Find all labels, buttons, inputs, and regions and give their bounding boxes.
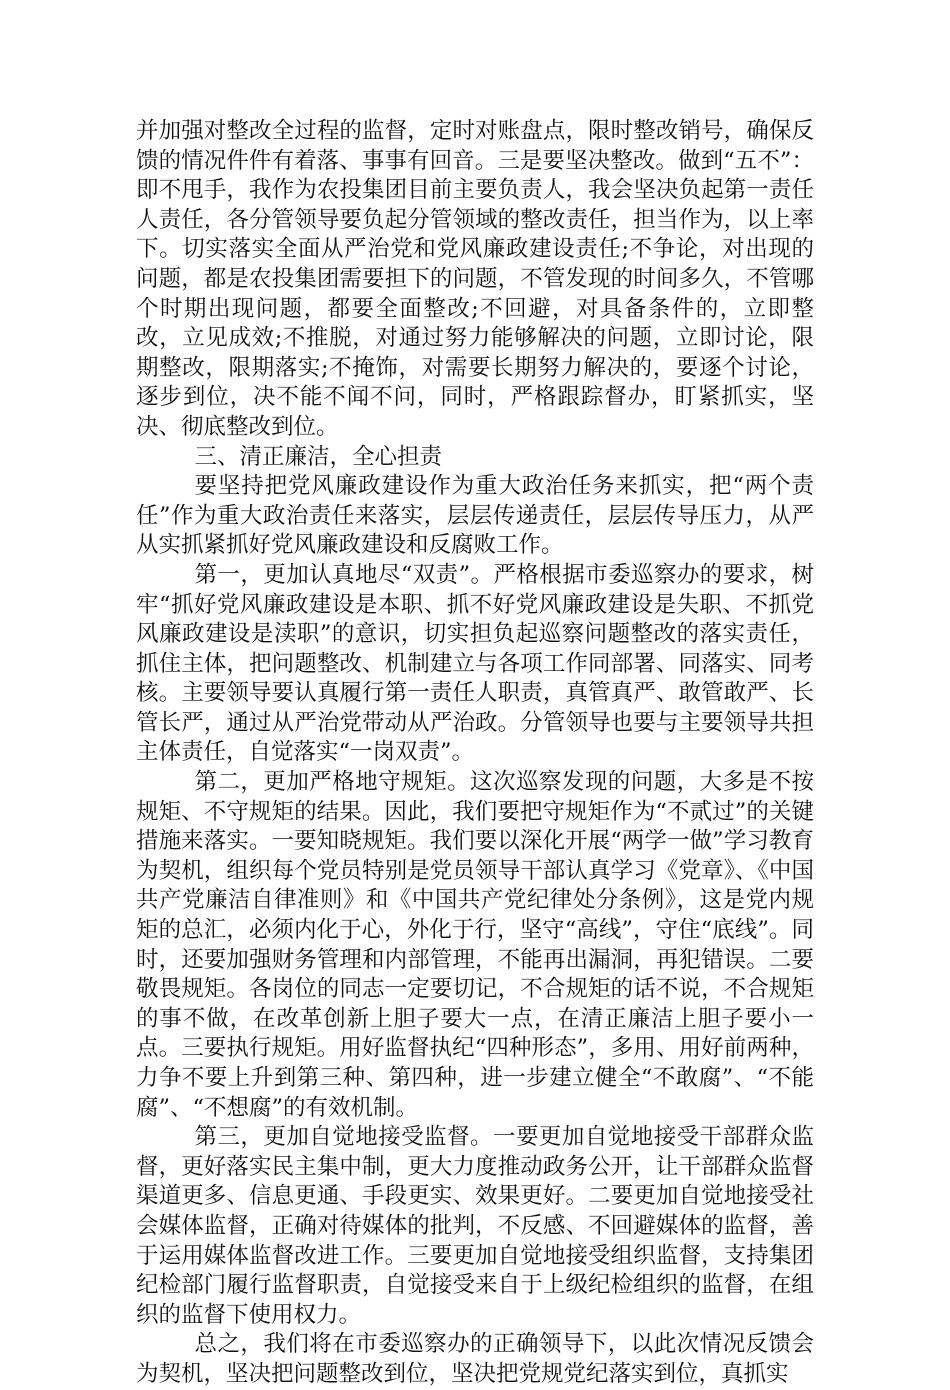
section-heading: 三、清正廉洁，全心担责: [194, 443, 443, 470]
paragraph-continuation: 并加强对整改全过程的监督，定时对账盘点，限时整改销号，确保反馈的情况件件有着落、事事有回音。三是要坚决整改。做到“五不”：即不甩手，我作为农投集团目前主要负责人，我会坚决负起第一责任人责任，各分管领导要负起分管领域的整改责任，担当作为，以上率下。切实落实全面从严治党和党风廉政建设责任;不争论，对出现的问题，都是农投集团需要担下的问题，不管发现的时间多久，不管哪个时期出现问题，都要全面整改;不回避，对具备条件的，立即整改，立见成效;不推脱，对通过努力能够解决的问题，立即讨论，限期整改，限期落实;不掩饰，对需要长期努力解决的，要逐个讨论，逐步到位，决不能不闻不问，同时，严格跟踪督办，盯紧抓实，坚决、彻底整改到位。: [136, 118, 814, 440]
paragraph-intro: 要坚持把党风廉政建设作为重大政治任务来抓实，把“两个责任”作为重大政治责任来落实，层层传递责任，层层传导压力，从严从实抓紧抓好党风廉政建设和反腐败工作。: [136, 473, 814, 559]
paragraph-third: 第三，更加自觉地接受监督。一要更加自觉地接受干部群众监督，更好落实民主集中制，更大力度推动政务公开，让干部群众监督渠道更多、信息更通、手段更实、效果更好。二要更加自觉地接受社会媒体监督，正确对待媒体的批判，不反感、不回避媒体的监督，善于运用媒体监督改进工作。三要更加自觉地接受组织监督，支持集团纪检部门履行监督职责，自觉接受来自于上级纪检组织的监督，在组织的监督下使用权力。: [136, 1124, 814, 1328]
paragraph-first: 第一，更加认真地尽“双责”。严格根据市委巡察办的要求，树牢“抓好党风廉政建设是本职、抓不好党风廉政建设是失职、不抓党风廉政建设是渎职”的意识，切实担负起巡察问题整改的落实责任，抓住主体，把问题整改、机制建立与各项工作同部署、同落实、同考核。主要领导要认真履行第一责任人职责，真管真严、敢管敢严、长管长严，通过从严治党带动从严治政。分管领导也要与主要领导共担主体责任，自觉落实“一岗双责”。: [136, 561, 814, 766]
paragraph-second: 第二，更加严格地守规矩。这次巡察发现的问题，大多是不按规矩、不守规矩的结果。因此，我们要把守规矩作为“不贰过”的关键措施来落实。一要知晓规矩。我们要以深化开展“两学一做”学习教育为契机，组织每个党员特别是党员领导干部认真学习《党章》、《中国共产党廉洁自律准则》和《中国共产党纪律处分条例》，这是党内规矩的总汇，必须内化于心，外化于行，坚守“高线”，守住“底线”。同时，还要加强财务管理和内部管理，不能再出漏洞，再犯错误。二要敬畏规矩。各岗位的同志一定要切记，不合规矩的话不说，不合规矩的事不做，在改革创新上胆子要大一点，在清正廉洁上胆子要小一点。三要执行规矩。用好监督执纪“四种形态”，多用、用好前两种，力争不要上升到第三种、第四种，进一步建立健全“不敢腐”、“不能腐”、“不想腐”的有效机制。: [136, 769, 814, 1121]
paragraph-conclusion: 总之，我们将在市委巡察办的正确领导下，以此次情况反馈会为契机，坚决把问题整改到位，坚决把党规党纪落实到位，真抓实: [136, 1331, 814, 1387]
document-page: [136, 117, 814, 1390]
